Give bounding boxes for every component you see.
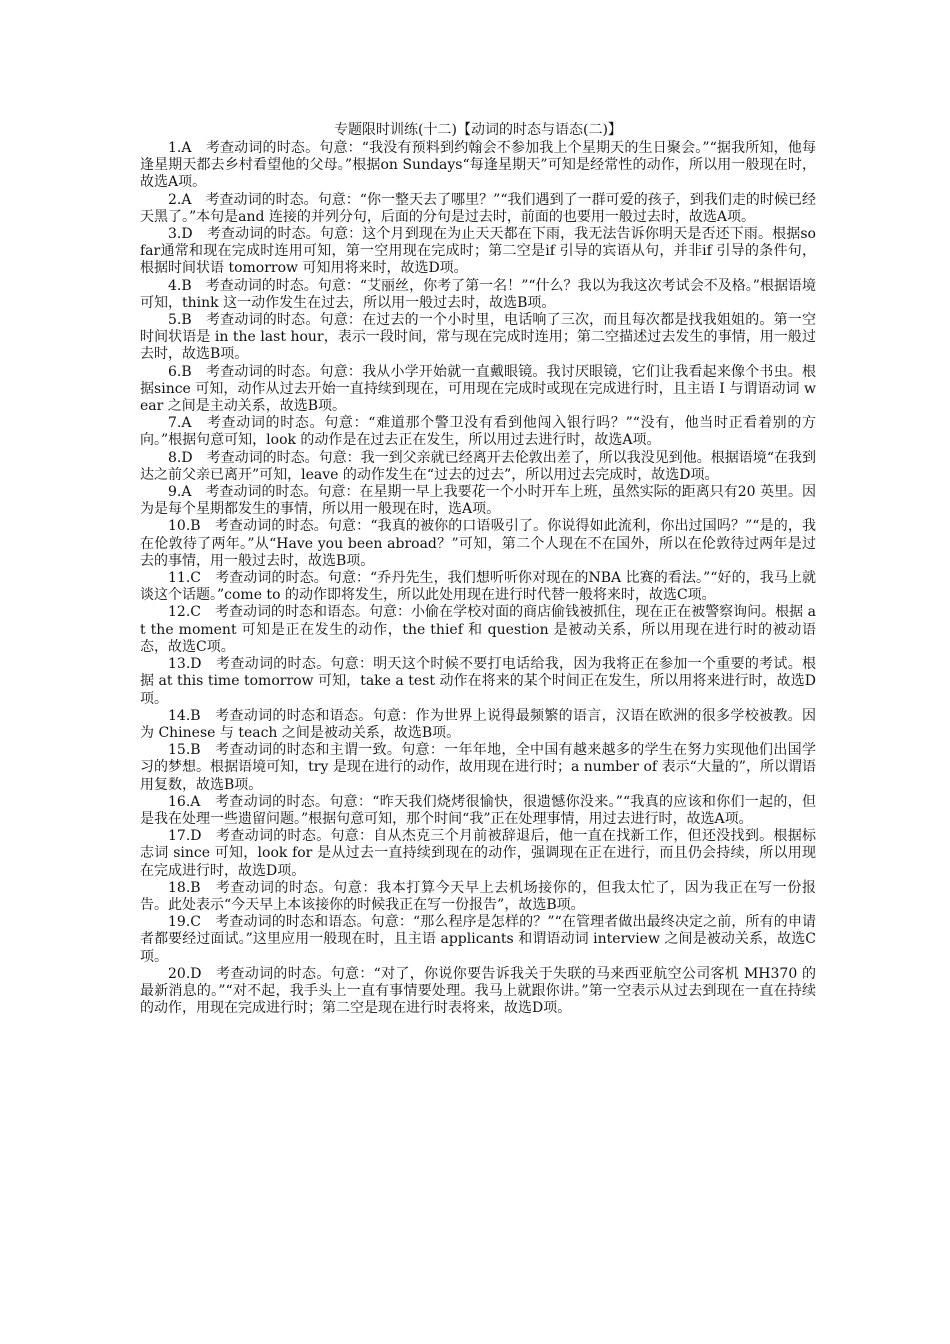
answer-item-8: 8.D 考查动词的时态。句意：我一到父亲就已经离开去伦敦出差了，所以我没见到他。根据语境“在我到达之前父亲已离开”可知，leave 的动作发生在“过去的过去”，所以用过去完成时，故选D项。 <box>140 449 816 483</box>
answer-item-19: 19.C 考查动词的时态和语态。句意：“那么程序是怎样的？”“在管理者做出最终决定之前，所有的申请者都要经过面试。”这里应用一般现在时，且主语 applicants 和谓语动词 interview 之间是被动关系，故选C项。 <box>140 914 816 965</box>
answer-item-3: 3.D 考查动词的时态。句意：这个月到现在为止天天都在下雨，我无法告诉你明天是否还下雨。根据so far通常和现在完成时连用可知，第一空用现在完成时；第二空是if 引导的宾语从句，并非if 引导的条件句，根据时间状语 tomorrow 可知用将来时，故选D项。 <box>140 226 816 277</box>
answer-item-13: 13.D 考查动词的时态。句意：明天这个时候不要打电话给我，因为我将正在参加一个重要的考试。根据 at this time tomorrow 可知，take a test 动作在将来的某个时间正在发生，所以用将来进行时，故选D项。 <box>140 656 816 707</box>
answer-item-14: 14.B 考查动词的时态和语态。句意：作为世界上说得最频繁的语言，汉语在欧洲的很多学校被教。因为 Chinese 与 teach 之间是被动关系，故选B项。 <box>140 707 816 741</box>
answer-item-11: 11.C 考查动词的时态。句意：“乔丹先生，我们想听听你对现在的NBA 比赛的看法。”“好的，我马上就谈这个话题。”come to 的动作即将发生，所以此处用现在进行时代替一般将来时，故选C项。 <box>140 570 816 604</box>
answer-item-5: 5.B 考查动词的时态。句意：在过去的一个小时里，电话响了三次，而且每次都是找我姐姐的。第一空时间状语是 in the last hour，表示一段时间，常与现在完成时连用；第二空描述过去发生的事情，用一般过去时，故选B项。 <box>140 312 816 363</box>
answer-item-18: 18.B 考查动词的时态。句意：我本打算今天早上去机场接你的，但我太忙了，因为我正在写一份报告。此处表示“今天早上本该接你的时候我正在写一份报告”，故选B项。 <box>140 879 816 913</box>
answer-item-7: 7.A 考查动词的时态。句意：“难道那个警卫没有看到他闯入银行吗？”“没有，他当时正看着别的方向。”根据句意可知，look 的动作是在过去正在发生，所以用过去进行时，故选A项。 <box>140 415 816 449</box>
answer-item-20: 20.D 考查动词的时态。句意：“对了，你说你要告诉我关于失联的马来西亚航空公司客机 MH370 的最新消息的。”“对不起，我手头上一直有事情要处理。我马上就跟你讲。”第一空表示从过去到现在一直在持续的动作，用现在完成进行时；第二空是现在进行时表将来，故选D项。 <box>140 965 816 1017</box>
answer-item-2: 2.A 考查动词的时态。句意：“你一整天去了哪里？”“我们遇到了一群可爱的孩子，到我们走的时候已经天黑了。”本句是and 连接的并列分句，后面的分句是过去时，前面的也要用一般过去时，故选A项。 <box>140 191 816 225</box>
answer-item-9: 9.A 考查动词的时态。句意：在星期一早上我要花一个小时开车上班，虽然实际的距离只有20 英里。因为是每个星期都发生的事情，所以用一般现在时，选A项。 <box>140 484 816 518</box>
answer-item-1: 1.A 考查动词的时态。句意：“我没有预料到约翰会不参加我上个星期天的生日聚会。”“据我所知，他每逢星期天都去乡村看望他的父母。”根据on Sundays“每逢星期天”可知是经常性的动作，所以用一般现在时，故选A项。 <box>140 140 816 191</box>
answer-item-12: 12.C 考查动词的时态和语态。句意：小偷在学校对面的商店偷钱被抓住，现在正在被警察询问。根据 at the moment 可知是正在发生的动作，the thief 和 question 是被动关系，所以用现在进行时的被动语态，故选C项。 <box>140 604 816 655</box>
answer-item-4: 4.B 考查动词的时态。句意：“艾丽丝，你考了第一名！”“什么？我以为我这次考试会不及格。”根据语境可知，think 这一动作发生在过去，所以用一般过去时，故选B项。 <box>140 277 816 311</box>
document-title: 专题限时训练(十二)【动词的时态与语态(二)】 <box>334 122 622 138</box>
answer-item-6: 6.B 考查动词的时态。句意：我从小学开始就一直戴眼镜。我讨厌眼镜，它们让我看起来像个书虫。根据since 可知，动作从过去开始一直持续到现在，可用现在完成时或现在完成进行时，且主语 I 与谓语动词 wear 之间是主动关系，故选B项。 <box>140 363 816 415</box>
answer-list <box>140 140 816 1017</box>
answer-item-17: 17.D 考查动词的时态。句意：自从杰克三个月前被辞退后，他一直在找新工作，但还没找到。根据标志词 since 可知，look for 是从过去一直持续到现在的动作，强调现在正在进行，而且仍会持续，所以用现在完成进行时，故选D项。 <box>140 828 816 879</box>
answer-item-16: 16.A 考查动词的时态。句意：“昨天我们烧烤很愉快，很遗憾你没来。”“我真的应该和你们一起的，但是我在处理一些遗留问题。”根据句意可知，那个时间“我”正在处理事情，用过去进行时，故选A项。 <box>140 793 816 827</box>
answer-document <box>140 122 816 1017</box>
answer-item-10: 10.B 考查动词的时态。句意：“我真的被你的口语吸引了。你说得如此流利，你出过国吗？”“是的，我在伦敦待了两年。”从“Have you been abroad？”可知，第二个人现在不在国外，所以在伦敦待过两年是过去的事情，用一般过去时，故选B项。 <box>140 518 816 569</box>
answer-item-15: 15.B 考查动词的时态和主谓一致。句意：一年年地，全中国有越来越多的学生在努力实现他们出国学习的梦想。根据语境可知，try 是现在进行的动作，故用现在进行时；a number of 表示“大量的”，所以谓语用复数，故选B项。 <box>140 742 816 793</box>
